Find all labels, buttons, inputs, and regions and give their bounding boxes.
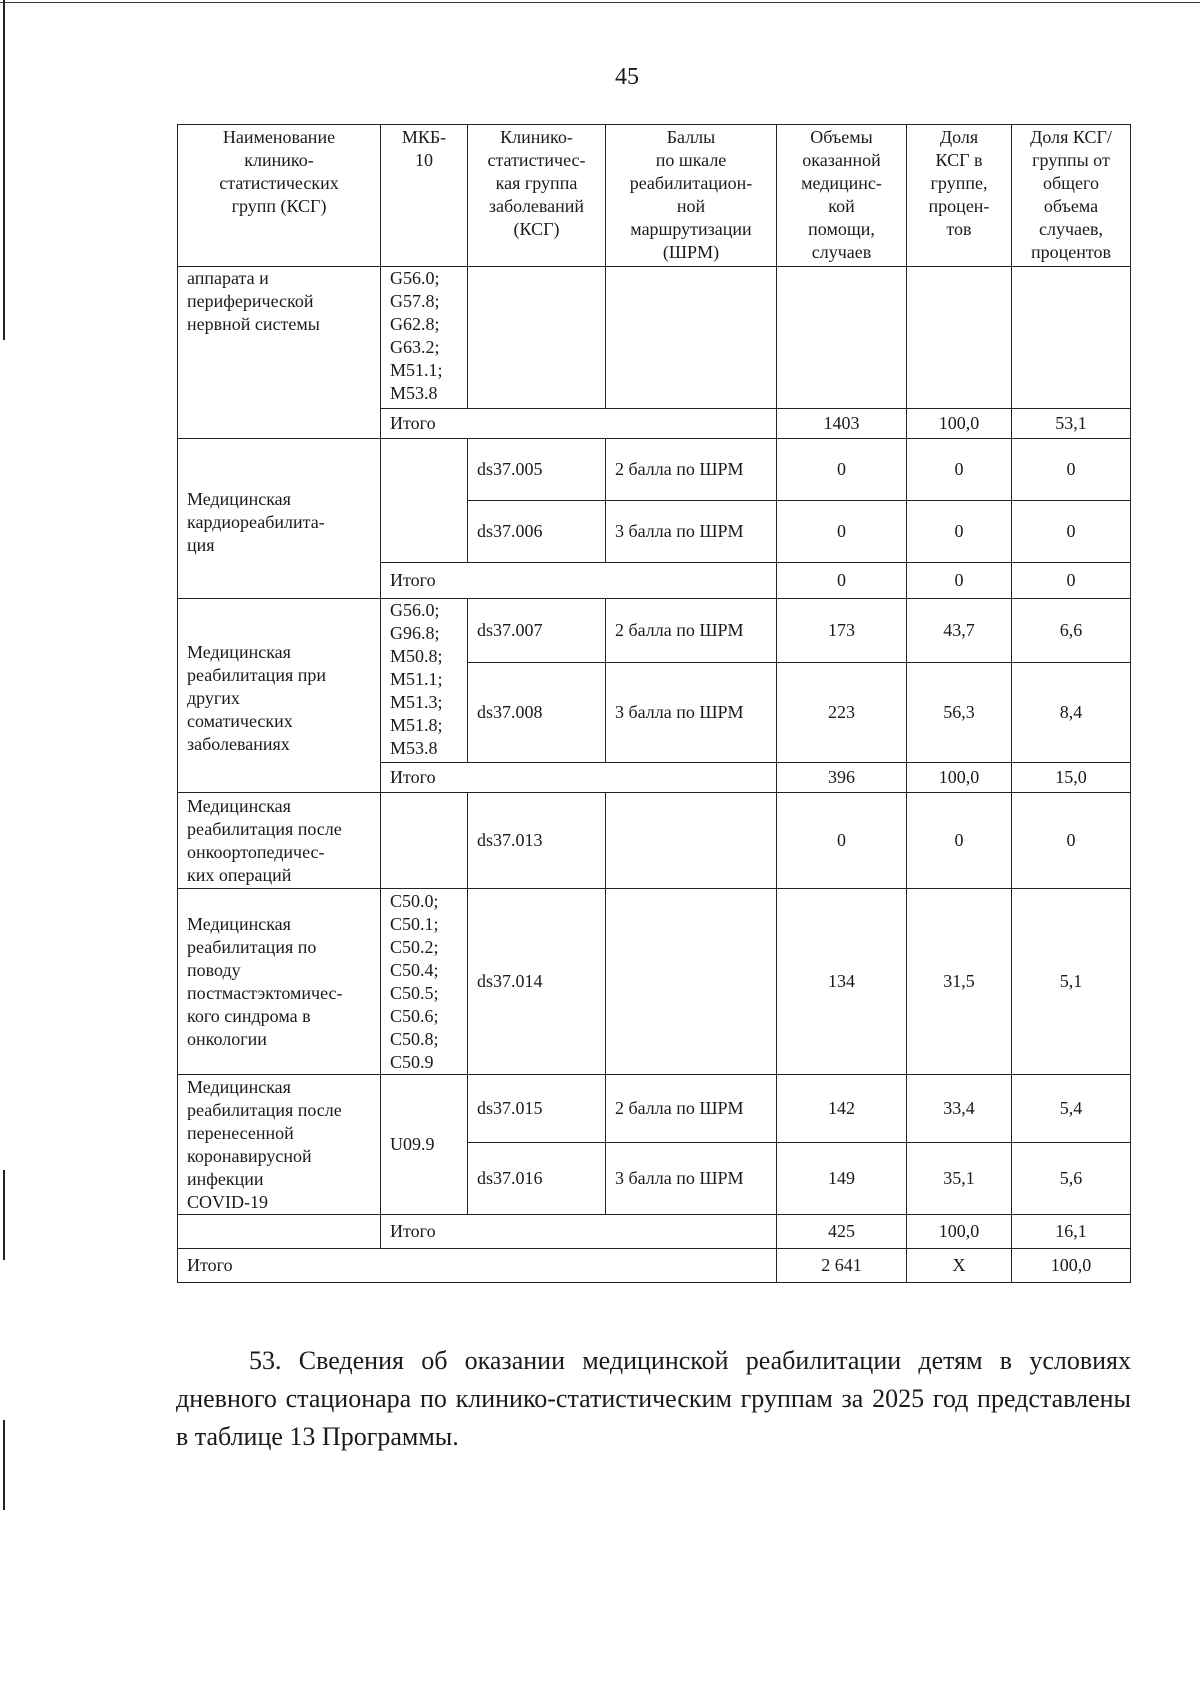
header-share-in-group: Доля КСГ в группе, процен- тов bbox=[907, 125, 1012, 267]
ksg-code-cell: ds37.014 bbox=[468, 889, 606, 1075]
header-mkb10: МКБ- 10 bbox=[381, 125, 468, 267]
grand-total-row bbox=[178, 1249, 1131, 1283]
ksg-rehabilitation-table bbox=[177, 124, 1131, 1283]
mkb-codes-cell: C50.0; C50.1; C50.2; C50.4; C50.5; C50.6; C50.8; C50.9 bbox=[381, 889, 468, 1075]
share-group-cell: 31,5 bbox=[907, 889, 1012, 1075]
mkb-codes-cell: G56.0; G96.8; M50.8; M51.1; M51.3; M51.8; M53.8 bbox=[381, 599, 468, 763]
table-row bbox=[178, 439, 1131, 501]
mkb-codes-cell: G56.0; G57.8; G62.8; G63.2; M51.1; M53.8 bbox=[381, 267, 468, 409]
shrm-cell: 2 балла по ШРМ bbox=[606, 599, 777, 663]
share-group-cell: 0 bbox=[907, 501, 1012, 563]
share-total-cell: 5,6 bbox=[1012, 1143, 1131, 1215]
subtotal-share-total: 16,1 bbox=[1012, 1215, 1131, 1249]
share-total-cell: 6,6 bbox=[1012, 599, 1131, 663]
subtotal-volume: 425 bbox=[777, 1215, 907, 1249]
shrm-cell: 2 балла по ШРМ bbox=[606, 439, 777, 501]
share-total-cell: 5,1 bbox=[1012, 889, 1131, 1075]
volume-cell: 173 bbox=[777, 599, 907, 663]
scan-edge-mark bbox=[3, 0, 5, 340]
table-row bbox=[178, 889, 1131, 1075]
table-row bbox=[178, 599, 1131, 663]
volume-cell: 223 bbox=[777, 663, 907, 763]
group-name-cell: аппарата и периферической нервной системы bbox=[178, 267, 381, 439]
volume-cell: 142 bbox=[777, 1075, 907, 1143]
shrm-cell bbox=[606, 793, 777, 889]
share-group-cell: 0 bbox=[907, 439, 1012, 501]
grand-total-share-total: 100,0 bbox=[1012, 1249, 1131, 1283]
total-share-group: 100,0 bbox=[907, 763, 1012, 793]
group-name-cell: Медицинская реабилитация при других соматических заболеваниях bbox=[178, 599, 381, 793]
ksg-code-cell: ds37.005 bbox=[468, 439, 606, 501]
share-total-cell: 0 bbox=[1012, 439, 1131, 501]
share-total-cell: 0 bbox=[1012, 501, 1131, 563]
total-volume: 396 bbox=[777, 763, 907, 793]
ksg-table-container bbox=[177, 124, 1130, 1283]
ksg-code-cell: ds37.016 bbox=[468, 1143, 606, 1215]
empty-cell bbox=[606, 267, 777, 409]
empty-cell bbox=[468, 267, 606, 409]
group-name-cell: Медицинская реабилитация после перенесенной коронавирусной инфекции COVID-19 bbox=[178, 1075, 381, 1215]
section-53-paragraph: 53. Сведения об оказании медицинской реабилитации детям в условиях дневного стационара по клинико-статистическим группам за 2025 год представлены в таблице 13 Программы. bbox=[176, 1346, 1131, 1451]
grand-total-label: Итого bbox=[178, 1249, 777, 1283]
ksg-code-cell: ds37.015 bbox=[468, 1075, 606, 1143]
scan-edge-mark bbox=[3, 1170, 5, 1260]
share-group-cell: 56,3 bbox=[907, 663, 1012, 763]
group-name-cell: Медицинская реабилитация по поводу постмастэктомичес- кого синдрома в онкологии bbox=[178, 889, 381, 1075]
total-share-group: 0 bbox=[907, 563, 1012, 599]
table-row bbox=[178, 267, 1131, 409]
total-share-total: 0 bbox=[1012, 563, 1131, 599]
total-volume: 1403 bbox=[777, 409, 907, 439]
table-row bbox=[178, 1075, 1131, 1143]
ksg-code-cell: ds37.007 bbox=[468, 599, 606, 663]
table-row bbox=[178, 793, 1131, 889]
volume-cell: 149 bbox=[777, 1143, 907, 1215]
volume-cell: 0 bbox=[777, 793, 907, 889]
share-group-cell: 43,7 bbox=[907, 599, 1012, 663]
shrm-cell: 3 балла по ШРМ bbox=[606, 501, 777, 563]
total-label: Итого bbox=[381, 409, 777, 439]
grand-total-volume: 2 641 bbox=[777, 1249, 907, 1283]
mkb-codes-cell: U09.9 bbox=[381, 1075, 468, 1215]
grand-total-share-group: X bbox=[907, 1249, 1012, 1283]
share-group-cell: 33,4 bbox=[907, 1075, 1012, 1143]
header-share-of-total: Доля КСГ/ группы от общего объема случаев, процентов bbox=[1012, 125, 1131, 267]
subtotal-row bbox=[178, 1215, 1131, 1249]
empty-cell bbox=[907, 267, 1012, 409]
total-volume: 0 bbox=[777, 563, 907, 599]
subtotal-label: Итого bbox=[381, 1215, 777, 1249]
share-total-cell: 5,4 bbox=[1012, 1075, 1131, 1143]
volume-cell: 0 bbox=[777, 501, 907, 563]
ksg-code-cell: ds37.006 bbox=[468, 501, 606, 563]
empty-cell bbox=[777, 267, 907, 409]
scan-edge-mark bbox=[3, 1420, 5, 1510]
page-number: 45 bbox=[615, 64, 639, 90]
ksg-code-cell: ds37.013 bbox=[468, 793, 606, 889]
header-ksg-group-name: Наименование клинико- статистических групп (КСГ) bbox=[178, 125, 381, 267]
total-share-total: 15,0 bbox=[1012, 763, 1131, 793]
group-name-cell: Медицинская реабилитация после онкоортопедичес- ких операций bbox=[178, 793, 381, 889]
mkb-codes-cell bbox=[381, 439, 468, 563]
header-volume: Объемы оказанной медицинс- кой помощи, случаев bbox=[777, 125, 907, 267]
share-group-cell: 0 bbox=[907, 793, 1012, 889]
empty-cell bbox=[1012, 267, 1131, 409]
shrm-cell: 3 балла по ШРМ bbox=[606, 1143, 777, 1215]
total-label: Итого bbox=[381, 563, 777, 599]
volume-cell: 134 bbox=[777, 889, 907, 1075]
mkb-codes-cell bbox=[381, 793, 468, 889]
total-label: Итого bbox=[381, 763, 777, 793]
total-share-group: 100,0 bbox=[907, 409, 1012, 439]
volume-cell: 0 bbox=[777, 439, 907, 501]
table-header-row bbox=[178, 125, 1131, 267]
share-total-cell: 8,4 bbox=[1012, 663, 1131, 763]
shrm-cell: 3 балла по ШРМ bbox=[606, 663, 777, 763]
total-share-total: 53,1 bbox=[1012, 409, 1131, 439]
page-top-edge bbox=[0, 2, 1200, 3]
shrm-cell: 2 балла по ШРМ bbox=[606, 1075, 777, 1143]
header-ksg-code: Клинико- статистичес- кая группа заболеваний (КСГ) bbox=[468, 125, 606, 267]
shrm-cell bbox=[606, 889, 777, 1075]
header-shrm-score: Баллы по шкале реабилитацион- ной маршрутизации (ШРМ) bbox=[606, 125, 777, 267]
empty-cell bbox=[178, 1215, 381, 1249]
share-group-cell: 35,1 bbox=[907, 1143, 1012, 1215]
ksg-code-cell: ds37.008 bbox=[468, 663, 606, 763]
group-name-cell: Медицинская кардиореабилита- ция bbox=[178, 439, 381, 599]
subtotal-share-group: 100,0 bbox=[907, 1215, 1012, 1249]
share-total-cell: 0 bbox=[1012, 793, 1131, 889]
